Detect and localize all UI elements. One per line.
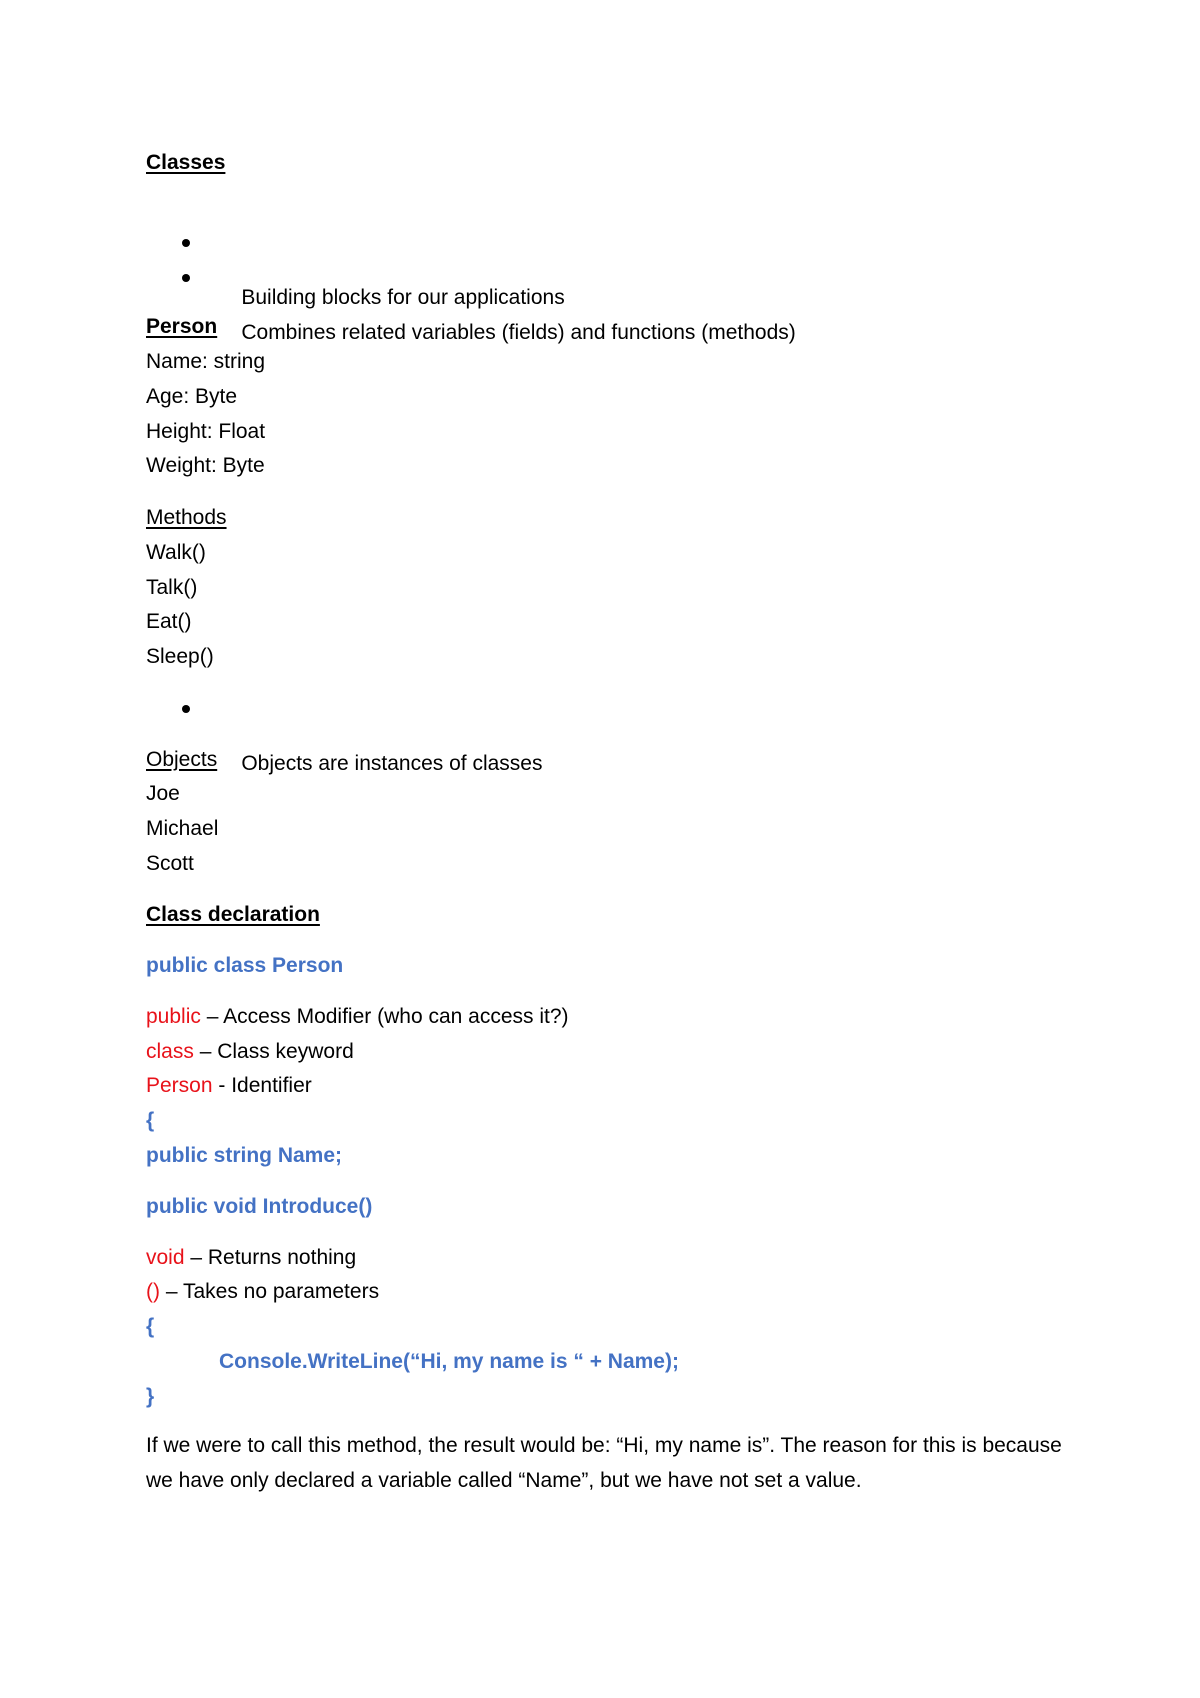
keyword: Person: [146, 1074, 213, 1097]
code-field-line: public string Name;: [146, 1144, 343, 1167]
code-open-brace: {: [146, 1109, 155, 1132]
heading-methods: Methods: [146, 506, 227, 529]
explanation-text: – Returns nothing: [184, 1246, 357, 1269]
field-line: Name: string: [146, 350, 266, 373]
explanation-text: – Class keyword: [193, 1040, 354, 1063]
bullet-item: Objects are instances of classes: [182, 694, 542, 722]
conclusion-paragraph: If we were to call this method, the result would be: “Hi, my name is”. The reason for this is because we have only declared a variable called “Name”, but we have not set a value.: [146, 1434, 1062, 1492]
method-line: Talk(): [146, 576, 198, 599]
keyword: class: [146, 1040, 194, 1063]
code-method-close-brace: }: [146, 1385, 155, 1408]
keyword: public: [146, 1005, 201, 1028]
bullet-item: Building blocks for our applications: [182, 228, 565, 256]
code-method-open-brace: {: [146, 1315, 155, 1338]
explanation-line: [146, 1038, 354, 1066]
explanation-line: [146, 1244, 356, 1272]
explanation-line: [146, 1072, 312, 1100]
object-line: Scott: [146, 852, 194, 875]
heading-objects: Objects: [146, 748, 218, 771]
heading-class-declaration: Class declaration: [146, 903, 320, 926]
field-line: Weight: Byte: [146, 454, 265, 477]
bullet-dot-icon: [182, 274, 190, 282]
explanation-line: [146, 1003, 569, 1031]
keyword: (): [146, 1280, 160, 1303]
bullet-dot-icon: [182, 239, 190, 247]
object-line: Joe: [146, 782, 180, 805]
explanation-text: – Access Modifier (who can access it?): [200, 1005, 569, 1028]
method-line: Walk(): [146, 541, 206, 564]
explanation-text: - Identifier: [212, 1074, 312, 1097]
code-body-line: Console.WriteLine(“Hi, my name is “ + Name);: [219, 1350, 679, 1373]
heading-person: Person: [146, 315, 218, 338]
keyword: void: [146, 1246, 185, 1269]
field-line: Age: Byte: [146, 385, 238, 408]
object-line: Michael: [146, 817, 219, 840]
explanation-line: [146, 1278, 379, 1306]
method-line: Eat(): [146, 610, 192, 633]
code-class-line: public class Person: [146, 954, 344, 977]
explanation-text: – Takes no parameters: [160, 1280, 380, 1303]
heading-classes: Classes: [146, 151, 226, 174]
bullet-dot-icon: [182, 705, 190, 713]
method-line: Sleep(): [146, 645, 214, 668]
bullet-item: Combines related variables (fields) and functions (methods): [182, 263, 796, 291]
code-method-line: public void Introduce(): [146, 1195, 373, 1218]
field-line: Height: Float: [146, 420, 266, 443]
